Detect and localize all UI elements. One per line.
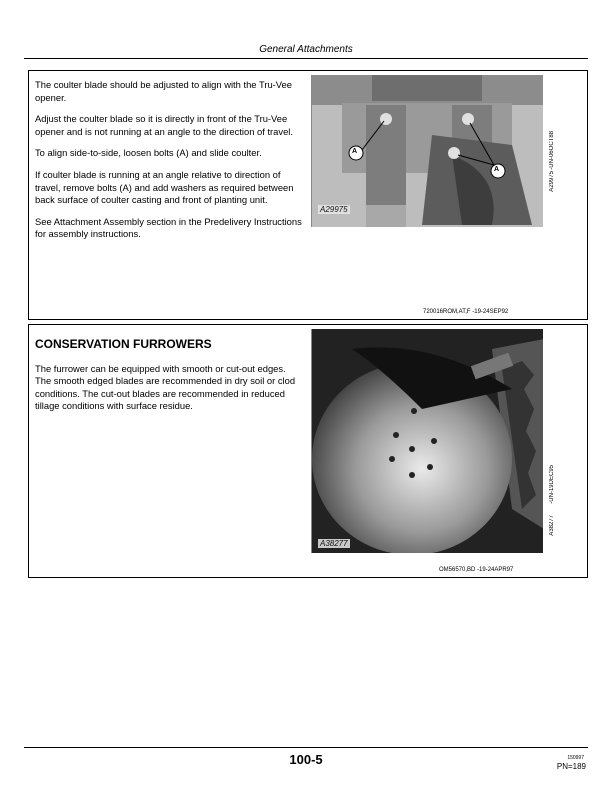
coulter-image-code-bottom: A29975 [549,171,555,192]
coulter-photo [311,75,543,227]
paragraph: If coulter blade is running at an angle relative to direction of travel, remove bolts (A) and add washers as required between back surface of coulter casting and front of planting unit. [35,168,294,206]
furrower-image-label: A38277 [320,539,348,548]
section2-footer-code: OM56570,BD -19-24APR97 [439,567,514,573]
footer-rule [24,747,588,748]
callout-a-right: A [494,166,500,173]
section-furrowers-text [35,333,303,422]
section1-footer-code: 720016ROM,AT,F -19-24SEP92 [423,309,509,315]
paragraph: The coulter blade should be adjusted to align with the Tru-Vee opener. [35,79,292,103]
section-conservation-furrowers [28,324,588,578]
page-header-title: General Attachments [259,44,353,55]
callout-a-left: A [352,148,358,155]
furrower-photo [311,329,543,553]
furrower-disc-illustration [312,329,543,553]
furrower-image-code-top: -UN-19DEC95 [549,465,555,504]
paragraph: See Attachment Assembly section in the Predelivery Instructions for assembly instructions. [35,215,302,240]
page-number: 100-5 [289,752,323,767]
coulter-image-code-top: -UN-06OCT88 [549,131,555,170]
paragraph: Adjust the coulter blade so it is directly in front of the Tru-Vee opener and is not running at an angle to the direction of travel. [35,113,293,137]
coulter-image-label: A29975 [320,205,348,214]
header-rule [24,58,588,59]
footer-small-code: 150997 [567,755,584,761]
section-coulter-adjustment [28,70,588,320]
footer-pn: PN=189 [556,762,586,771]
paragraph: To align side-to-side, loosen bolts (A) and slide coulter. [35,147,262,159]
furrower-image-code-bottom: A38277 [549,515,555,536]
paragraph: The furrower can be equipped with smooth or cut-out edges. The smooth edged blades are recommended in dry soil or clod conditions. The cut-out blades are recommended in reduced tillage conditions with surface residue. [35,362,296,412]
section-coulter-text [35,79,303,250]
section-title: CONSERVATION FURROWERS [35,337,212,351]
